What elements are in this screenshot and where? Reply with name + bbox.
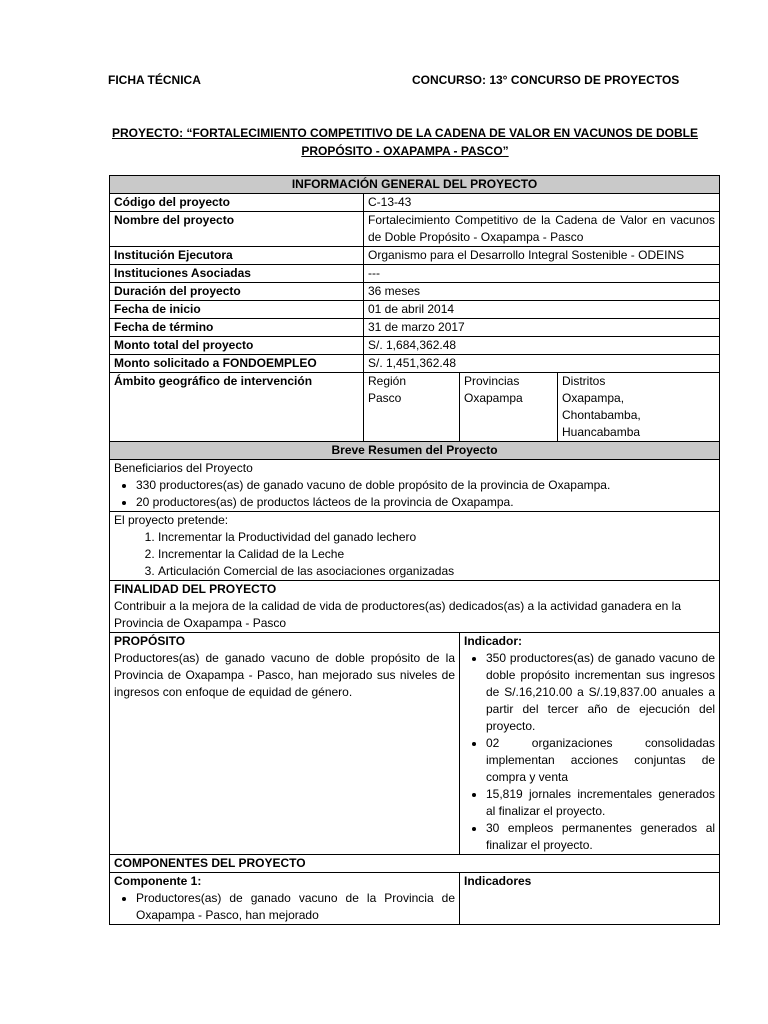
inicio-label: Fecha de inicio	[110, 301, 364, 319]
region-label: Región	[368, 374, 407, 388]
list-item: • 02 organizaciones consolidadas implementan acciones conjuntas de compra y venta	[486, 735, 715, 786]
codigo-value: C-13-43	[364, 194, 720, 212]
nombre-label: Nombre del proyecto	[110, 212, 364, 247]
monto-total-value: S/. 1,684,362.48	[364, 337, 720, 355]
proposito-text: Productores(as) de ganado vacuno de doble propósito de la Provincia de Oxapampa - Pasco, han mejorado sus niveles de ingresos con enfoque de equidad de género.	[114, 651, 455, 699]
distritos-cell	[558, 373, 720, 442]
nombre-value: Fortalecimiento Competitivo de la Cadena de Valor en vacunos de Doble Propósito - Oxapampa - Pasco	[364, 212, 720, 247]
asociadas-label: Instituciones Asociadas	[110, 265, 364, 283]
resumen-heading: Breve Resumen del Proyecto	[110, 442, 720, 460]
componente1-cell	[110, 873, 460, 925]
finalidad-cell	[110, 581, 720, 633]
list-item: • 350 productores(as) de ganado vacuno de doble propósito incrementan sus ingresos de S/.16,210.00 a S/.19,837.00 anuales a partir del tercer año de ejecución del proyecto.	[486, 650, 715, 735]
inicio-value: 01 de abril 2014	[364, 301, 720, 319]
monto-solicitado-value: S/. 1,451,362.48	[364, 355, 720, 373]
list-item: 3. Articulación Comercial de las asociaciones organizadas	[158, 563, 715, 580]
pretende-list	[114, 529, 715, 580]
provincias-label: Provincias	[464, 374, 520, 388]
monto-solicitado-label: Monto solicitado a FONDOEMPLEO	[110, 355, 364, 373]
distrito-chontabamba: Chontabamba,	[562, 408, 641, 422]
list-item: 1. Incrementar la Productividad del ganado lechero	[158, 529, 715, 546]
list-item: • 330 productores(as) de ganado vacuno de doble propósito de la provincia de Oxapampa.	[136, 477, 715, 494]
distrito-oxapampa: Oxapampa,	[562, 391, 625, 405]
asociadas-value: ---	[364, 265, 720, 283]
duracion-value: 36 meses	[364, 283, 720, 301]
provincias-value: Oxapampa	[464, 391, 523, 405]
institucion-label: Institución Ejecutora	[110, 247, 364, 265]
provincias-cell	[460, 373, 558, 442]
componente1-list	[114, 890, 455, 924]
list-item: 2. Incrementar la Calidad de la Leche	[158, 546, 715, 563]
beneficiarios-cell	[110, 460, 720, 512]
list-item: • 15,819 jornales incrementales generados al finalizar el proyecto.	[486, 786, 715, 820]
beneficiarios-label: Beneficiarios del Proyecto	[114, 461, 253, 475]
indicador-cell	[460, 633, 720, 855]
project-info-table	[109, 175, 720, 925]
componentes-label: COMPONENTES DEL PROYECTO	[110, 855, 720, 873]
termino-value: 31 de marzo 2017	[364, 319, 720, 337]
ficha-tecnica-label: FICHA TÉCNICA	[108, 73, 201, 87]
region-value: Pasco	[368, 391, 402, 405]
distrito-huancabamba: Huancabamba	[562, 425, 641, 439]
pretende-cell	[110, 512, 720, 581]
termino-label: Fecha de término	[110, 319, 364, 337]
componente1-label: Componente 1:	[114, 874, 202, 888]
beneficiarios-list	[114, 477, 715, 511]
ambito-label: Ámbito geográfico de intervención	[110, 373, 364, 442]
indicador-list	[464, 650, 715, 854]
list-item: • Productores(as) de ganado vacuno de la Provincia de Oxapampa - Pasco, han mejorado	[136, 890, 455, 924]
proposito-label: PROPÓSITO	[114, 634, 186, 648]
general-info-heading: INFORMACIÓN GENERAL DEL PROYECTO	[110, 176, 720, 194]
list-item: • 30 empleos permanentes generados al finalizar el proyecto.	[486, 820, 715, 854]
pretende-label: El proyecto pretende:	[114, 513, 229, 527]
region-cell	[364, 373, 460, 442]
indicador-label: Indicador:	[464, 634, 523, 648]
codigo-label: Código del proyecto	[110, 194, 364, 212]
concurso-label: CONCURSO: 13° CONCURSO DE PROYECTOS	[412, 73, 680, 87]
institucion-value: Organismo para el Desarrollo Integral Sostenible - ODEINS	[364, 247, 720, 265]
project-title: PROYECTO: “FORTALECIMIENTO COMPETITIVO DE LA CADENA DE VALOR EN VACUNOS DE DOBLE PROPÓSITO - OXAPAMPA - PASCO”	[111, 126, 699, 158]
monto-total-label: Monto total del proyecto	[110, 337, 364, 355]
duracion-label: Duración del proyecto	[110, 283, 364, 301]
list-item: • 20 productores(as) de productos lácteos de la provincia de Oxapampa.	[136, 494, 715, 511]
finalidad-text: Contribuir a la mejora de la calidad de vida de productores(as) dedicados(as) a la actividad ganadera en la Provincia de Oxapampa - Pasco	[114, 599, 681, 630]
finalidad-label: FINALIDAD DEL PROYECTO	[114, 582, 277, 596]
indicadores-label: Indicadores	[460, 873, 720, 925]
distritos-label: Distritos	[562, 374, 606, 388]
proposito-cell	[110, 633, 460, 855]
